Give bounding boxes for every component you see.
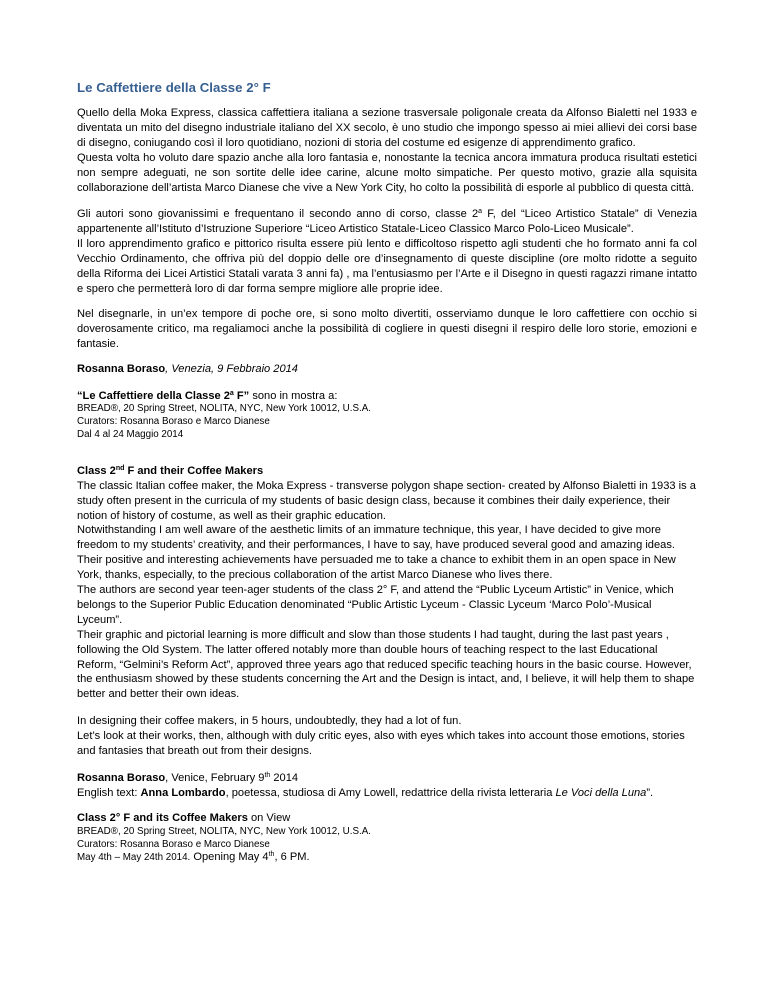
en-venue: BREAD®, 20 Spring Street, NOLITA, NYC, New York 10012, U.S.A. [77,825,371,837]
it-exhibition-heading: “Le Caffettiere della Classe 2$^a$ F” sono in mostra a: [77,389,338,402]
en-line-4: The authors are second year teen-ager students of the class 2° F, and attend the “Public Lyceum Artistic” in Venice, which belongs to the Superior Public Education denominated “Public Artistic Lyceum - Classic Lyceum ‘Marco Polo’-Musical Lyceum”. [77,584,674,626]
superscript: a [478,208,483,216]
en-heading: Class 2nd F and their Coffee Makers [77,464,264,477]
en-dates: May 4th – May 24th 2014. Opening May 4th, 6 PM. [77,851,310,864]
it-paragraph-3: Gli autori sono giovanissimi e frequentano il secondo anno di corso, classe 2$^a$ F, del “Liceo Artistico Statale” di Venezia appartenente all’Istituto d’Istruzione Superiore “Liceo Artistico Statale-Liceo Classico Marco Polo-Liceo Musicale”. [77,208,697,236]
section-spacer [77,442,697,464]
it-paragraph-4: Il loro apprendimento grafico e pittorico risulta essere più lento e difficoltoso rispetto agli studenti che ho formato anni fa col Vecchio Ordinamento, che offriva più del doppio delle ore d’insegnamento di queste discipline (ore molto ridotte a seguito della Riforma dei Licei Artistici Statali varata 3 anni fa) , ma l’entusiasmo per l’Arte e il Disegno in questi ragazzi rimane intatto e spero che permetterà loro di dar forma sempre migliore alle proprie idee. [77,238,697,295]
en-line-7: Let’s look at their works, then, although with duly critic eyes, also with eyes which takes into account those emotions, stories and fantasies that breath out from their designs. [77,730,685,758]
en-line-1: The classic Italian coffee maker, the Moka Express - transverse polygon shape section- created by Alfonso Bialetti in 1933 is a study often present in the curricula of my students of basic design class, because it combines their daily experience, their notion of history of costume, as well as their graphic education. [77,479,696,522]
it-signature: Rosanna Boraso, Venezia, 9 Febbraio 2014 [77,362,298,375]
en-signature: Rosanna Boraso, Venice, February 9th 2014 [77,772,299,785]
en-line-5: Their graphic and pictorial learning is more difficult and slow than those students I had taught, during the last past years , following the Old System. The latter offered notably more than double hours of teaching respect to the last Educational Reform, “Gelmini’s Reform Act”, approved three years ago that reduced specific teaching hours in the basic course. However, the enthusiasm showed by these students concerning the Art and the Design is intact, and, I believe, it will help them to shape better and better their own ideas. [77,628,695,701]
en-line-2: Notwithstanding I am well aware of the aesthetic limits of an immature technique, this year, I have decided to give more freedom to my students’ creativity, and their performances, I have to say, have produced several good and amazing ideas. [77,524,675,552]
it-paragraph-1: Quello della Moka Express, classica caffettiera italiana a sezione trasversale poligonale creata da Alfonso Bialetti nel 1933 e diventata un mito del disegno industriale italiano del XX secolo, è uno studio che impongo spesso ai miei allievi dei corsi base di disegno, coniugando così il loro quotidiano, nozioni di storia del costume ed esigenze di apprendimento grafico. [77,107,697,149]
it-curators: Curators: Rosanna Boraso e Marco Dianese [77,416,270,428]
en-line-3: Their positive and interesting achievements have persuaded me to take a chance to exhibit them in an open space in New York, thanks, especially, to the precious collaboration of the artist Marco Dianese who lives there. [77,554,676,582]
en-line-6: In designing their coffee makers, in 5 hours, undoubtedly, they had a lot of fun. [77,715,462,728]
it-paragraph-5: Nel disegnarle, in un’ex tempore di poche ore, si sono molto divertiti, osserviamo dunque le loro caffettiere con occhio si doverosamente critico, ma regaliamoci anche la possibilità di cogliere in questi disegni il respiro delle loro storie, emozioni e fantasie. [77,307,697,350]
en-translation-credit: English text: Anna Lombardo, poetessa, studiosa di Amy Lowell, redattrice della rivista letteraria Le Voci della Luna”. [77,786,654,799]
it-paragraph-2: Questa volta ho voluto dare spazio anche alla loro fantasia e, nonostante la tecnica ancora immatura produca risultati estetici non sempre adeguati, ne son sortite delle idee carine, alcune molto simpatiche. Per questo motivo, grazie alla squisita collaborazione dell’artista Marco Dianese che vive a New York City, ho colto la possibilità di esporle al pubblico di questa città. [77,151,697,194]
document-title: Le Caffettiere della Classe 2° F [77,80,271,95]
en-exhibition-heading: Class 2° F and its Coffee Makers on View [77,811,291,824]
en-curators: Curators: Rosanna Boraso e Marco Dianese [77,838,270,850]
document-page [77,80,697,865]
it-venue: BREAD®, 20 Spring Street, NOLITA, NYC, New York 10012, U.S.A. [77,403,371,415]
it-dates: Dal 4 al 24 Maggio 2014 [77,429,184,440]
